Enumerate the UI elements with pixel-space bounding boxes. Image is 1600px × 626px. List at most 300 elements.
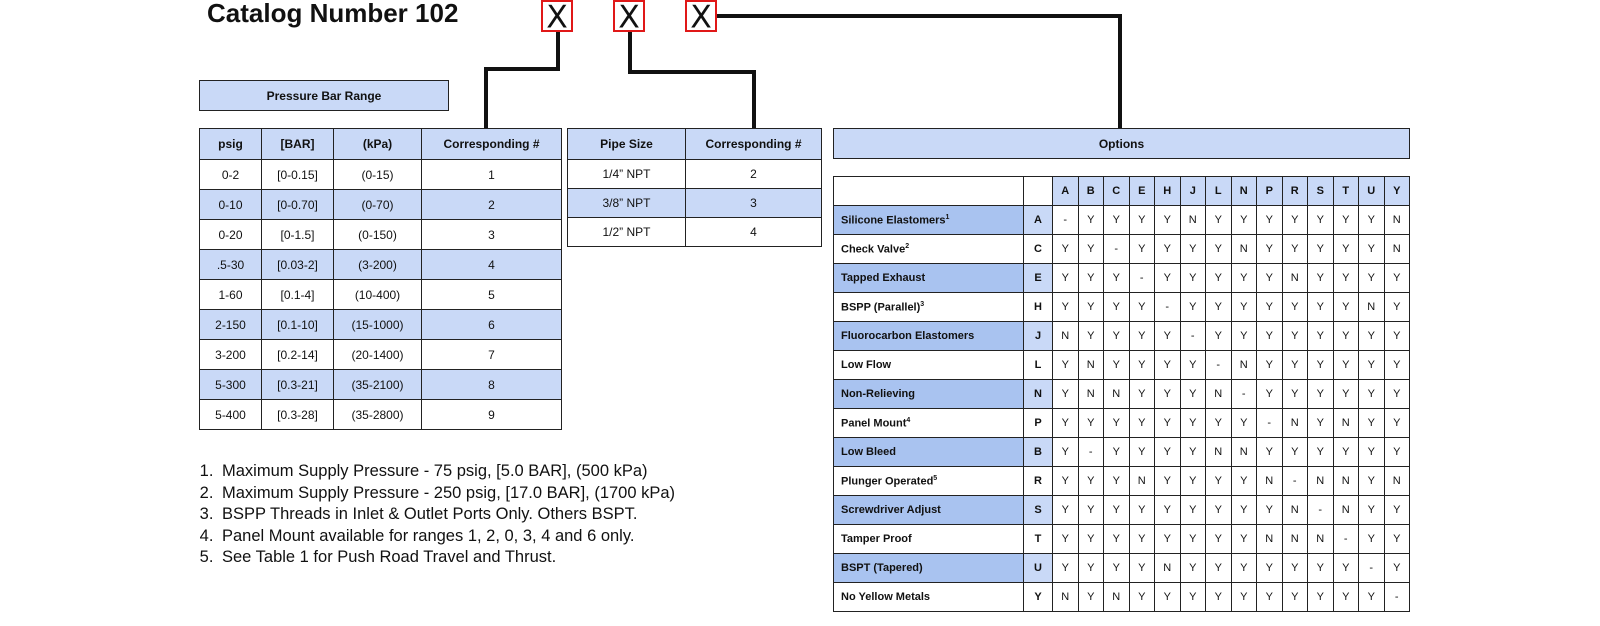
option-row [834, 438, 1410, 467]
table-corner [1024, 177, 1053, 206]
compatibility-cell: Y [1257, 554, 1283, 583]
svg-text:X: X [546, 2, 568, 30]
compatibility-cell: Y [1282, 438, 1308, 467]
compatibility-cell: N [1053, 322, 1079, 351]
compatibility-cell: Y [1308, 380, 1334, 409]
option-label [834, 351, 1024, 380]
compatibility-cell: Y [1282, 351, 1308, 380]
compatibility-cell: N [1384, 206, 1410, 235]
compatibility-cell: Y [1155, 467, 1181, 496]
compatibility-cell: Y [1231, 583, 1257, 612]
compatibility-cell: N [1333, 467, 1359, 496]
options-compatibility-table [833, 176, 1410, 612]
compatibility-cell: Y [1282, 554, 1308, 583]
option-row [834, 380, 1410, 409]
compatibility-cell: Y [1129, 554, 1155, 583]
compatibility-cell: Y [1053, 264, 1079, 293]
table-row [200, 280, 562, 310]
table-cell: 0-10 [200, 190, 262, 220]
option-row [834, 467, 1410, 496]
compatibility-cell: Y [1257, 380, 1283, 409]
compatibility-cell: Y [1333, 206, 1359, 235]
pressure-range-placeholder [541, 0, 573, 32]
compatibility-cell: Y [1104, 322, 1130, 351]
column-header: [BAR] [262, 129, 334, 160]
option-code: C [1024, 235, 1053, 264]
table-cell: (15-1000) [334, 310, 422, 340]
compatibility-cell: Y [1053, 351, 1079, 380]
table-cell: 4 [422, 250, 562, 280]
option-column-header: R [1282, 177, 1308, 206]
table-cell: (35-2100) [334, 370, 422, 400]
table-cell: 5-400 [200, 400, 262, 430]
compatibility-cell: Y [1155, 235, 1181, 264]
compatibility-cell: Y [1206, 206, 1232, 235]
compatibility-cell: Y [1333, 264, 1359, 293]
pressure-range-table [199, 128, 562, 430]
compatibility-cell: Y [1333, 322, 1359, 351]
option-column-header: J [1180, 177, 1206, 206]
compatibility-cell: - [1129, 264, 1155, 293]
compatibility-cell: N [1231, 438, 1257, 467]
compatibility-cell: Y [1206, 583, 1232, 612]
compatibility-cell: Y [1257, 322, 1283, 351]
compatibility-cell: Y [1384, 322, 1410, 351]
compatibility-cell: Y [1155, 206, 1181, 235]
table-cell: 2-150 [200, 310, 262, 340]
compatibility-cell: Y [1129, 438, 1155, 467]
table-row [200, 220, 562, 250]
option-column-header: L [1206, 177, 1232, 206]
table-cell: 8 [422, 370, 562, 400]
compatibility-cell: - [1359, 554, 1385, 583]
compatibility-cell: N [1104, 380, 1130, 409]
compatibility-cell: N [1180, 206, 1206, 235]
compatibility-cell: Y [1053, 496, 1079, 525]
option-code: L [1024, 351, 1053, 380]
options-header: Options [833, 128, 1410, 159]
compatibility-cell: Y [1308, 554, 1334, 583]
table-cell: 3-200 [200, 340, 262, 370]
option-label [834, 264, 1024, 293]
option-code: P [1024, 409, 1053, 438]
compatibility-cell: Y [1206, 293, 1232, 322]
option-code: N [1024, 380, 1053, 409]
option-column-header: E [1129, 177, 1155, 206]
table-cell: [0.2-14] [262, 340, 334, 370]
compatibility-cell: Y [1180, 525, 1206, 554]
compatibility-cell: N [1053, 583, 1079, 612]
compatibility-cell: Y [1257, 206, 1283, 235]
compatibility-cell: Y [1359, 380, 1385, 409]
compatibility-cell: Y [1180, 235, 1206, 264]
option-label [834, 438, 1024, 467]
compatibility-cell: - [1155, 293, 1181, 322]
compatibility-cell: Y [1333, 583, 1359, 612]
compatibility-cell: Y [1104, 438, 1130, 467]
option-label-text: Screwdriver Adjust [841, 504, 941, 516]
compatibility-cell: Y [1384, 496, 1410, 525]
footnote-marker: 4 [906, 416, 911, 424]
option-label [834, 554, 1024, 583]
option-row [834, 409, 1410, 438]
compatibility-cell: Y [1231, 206, 1257, 235]
compatibility-cell: N [1308, 525, 1334, 554]
compatibility-cell: Y [1180, 496, 1206, 525]
option-label-text: No Yellow Metals [841, 591, 931, 603]
compatibility-cell: Y [1384, 409, 1410, 438]
compatibility-cell: Y [1206, 322, 1232, 351]
compatibility-cell: Y [1053, 467, 1079, 496]
compatibility-cell: Y [1078, 496, 1104, 525]
compatibility-cell: Y [1359, 525, 1385, 554]
table-cell: 3 [422, 220, 562, 250]
compatibility-cell: Y [1257, 293, 1283, 322]
table-cell: 6 [422, 310, 562, 340]
option-code: E [1024, 264, 1053, 293]
column-header: Pipe Size [568, 129, 686, 160]
table-corner [834, 177, 1024, 206]
compatibility-cell: Y [1231, 554, 1257, 583]
table-cell: [0.3-28] [262, 400, 334, 430]
option-column-header: Y [1384, 177, 1410, 206]
compatibility-cell: Y [1231, 264, 1257, 293]
compatibility-cell: Y [1206, 467, 1232, 496]
compatibility-cell: Y [1180, 583, 1206, 612]
compatibility-cell: Y [1180, 293, 1206, 322]
connector-line [484, 67, 488, 128]
table-cell: 5-300 [200, 370, 262, 400]
pressure-range-header: Pressure Bar Range [199, 80, 449, 111]
compatibility-cell: Y [1078, 525, 1104, 554]
connector-line [752, 70, 756, 128]
footnote-marker: 1 [945, 213, 950, 221]
x-mark-icon [543, 2, 571, 30]
x-mark-icon [615, 2, 643, 30]
compatibility-cell: Y [1308, 293, 1334, 322]
connector-line [1118, 14, 1122, 128]
table-cell: [0.1-10] [262, 310, 334, 340]
compatibility-cell: N [1104, 583, 1130, 612]
compatibility-cell: Y [1129, 351, 1155, 380]
compatibility-cell: Y [1282, 583, 1308, 612]
compatibility-cell: Y [1129, 583, 1155, 612]
pipe-size-table [567, 128, 822, 247]
compatibility-cell: Y [1231, 322, 1257, 351]
table-row [568, 189, 822, 218]
compatibility-cell: Y [1359, 496, 1385, 525]
compatibility-cell: Y [1053, 554, 1079, 583]
compatibility-cell: Y [1308, 409, 1334, 438]
compatibility-cell: - [1180, 322, 1206, 351]
option-row [834, 264, 1410, 293]
table-cell: (10-400) [334, 280, 422, 310]
option-row [834, 293, 1410, 322]
compatibility-cell: Y [1384, 554, 1410, 583]
compatibility-cell: Y [1359, 206, 1385, 235]
option-label [834, 322, 1024, 351]
compatibility-cell: Y [1053, 525, 1079, 554]
option-code: U [1024, 554, 1053, 583]
table-row [200, 160, 562, 190]
compatibility-cell: Y [1078, 235, 1104, 264]
option-column-header: A [1053, 177, 1079, 206]
table-row [200, 340, 562, 370]
compatibility-cell: Y [1282, 322, 1308, 351]
table-row [568, 218, 822, 247]
table-cell: 9 [422, 400, 562, 430]
compatibility-cell: Y [1308, 351, 1334, 380]
footnotes-list [196, 461, 675, 569]
compatibility-cell: Y [1257, 351, 1283, 380]
compatibility-cell: Y [1155, 322, 1181, 351]
compatibility-cell: Y [1257, 264, 1283, 293]
option-label-text: Non-Relieving [841, 388, 915, 400]
compatibility-cell: Y [1206, 554, 1232, 583]
compatibility-cell: Y [1231, 409, 1257, 438]
compatibility-cell: Y [1333, 554, 1359, 583]
compatibility-cell: Y [1155, 525, 1181, 554]
options-placeholder [685, 0, 717, 32]
compatibility-cell: N [1078, 380, 1104, 409]
x-mark-icon [687, 2, 715, 30]
table-cell: 1 [422, 160, 562, 190]
compatibility-cell: Y [1282, 293, 1308, 322]
compatibility-cell: Y [1231, 525, 1257, 554]
compatibility-cell: Y [1180, 554, 1206, 583]
compatibility-cell: Y [1129, 293, 1155, 322]
option-label-text: BSPP (Parallel) [841, 301, 921, 314]
option-label [834, 409, 1024, 438]
compatibility-cell: - [1257, 409, 1283, 438]
option-code: A [1024, 206, 1053, 235]
table-cell: 2 [422, 190, 562, 220]
compatibility-cell: Y [1308, 235, 1334, 264]
option-code: J [1024, 322, 1053, 351]
compatibility-cell: Y [1308, 583, 1334, 612]
compatibility-cell: Y [1282, 235, 1308, 264]
compatibility-cell: Y [1078, 293, 1104, 322]
compatibility-cell: Y [1359, 467, 1385, 496]
compatibility-cell: Y [1104, 467, 1130, 496]
compatibility-cell: Y [1257, 438, 1283, 467]
option-label-text: Plunger Operated [841, 475, 934, 488]
table-cell: (35-2800) [334, 400, 422, 430]
compatibility-cell: Y [1333, 351, 1359, 380]
compatibility-cell: Y [1333, 438, 1359, 467]
compatibility-cell: N [1206, 380, 1232, 409]
compatibility-cell: N [1282, 525, 1308, 554]
footnote-item: 2. Maximum Supply Pressure - 250 psig, [17.0 BAR], (1700 kPa) [218, 483, 675, 505]
table-row [568, 160, 822, 189]
compatibility-cell: Y [1129, 322, 1155, 351]
footnote-item: 5. See Table 1 for Push Road Travel and Thrust. [218, 547, 675, 569]
compatibility-cell: Y [1104, 206, 1130, 235]
compatibility-cell: Y [1282, 380, 1308, 409]
compatibility-cell: Y [1078, 206, 1104, 235]
option-label-text: Check Valve [841, 243, 906, 256]
table-cell: 0-20 [200, 220, 262, 250]
compatibility-cell: Y [1359, 583, 1385, 612]
compatibility-cell: - [1384, 583, 1410, 612]
compatibility-cell: Y [1129, 380, 1155, 409]
compatibility-cell: Y [1180, 467, 1206, 496]
option-column-header: P [1257, 177, 1283, 206]
compatibility-cell: Y [1180, 438, 1206, 467]
compatibility-cell: Y [1104, 409, 1130, 438]
footnote-item: 4. Panel Mount available for ranges 1, 2, 0, 3, 4 and 6 only. [218, 526, 675, 548]
compatibility-cell: Y [1180, 409, 1206, 438]
compatibility-cell: Y [1104, 525, 1130, 554]
compatibility-cell: Y [1359, 409, 1385, 438]
pipe-size-placeholder [613, 0, 645, 32]
compatibility-cell: N [1282, 409, 1308, 438]
compatibility-cell: Y [1206, 235, 1232, 264]
compatibility-cell: Y [1308, 206, 1334, 235]
compatibility-cell: Y [1257, 583, 1283, 612]
compatibility-cell: Y [1155, 264, 1181, 293]
compatibility-cell: Y [1053, 235, 1079, 264]
compatibility-cell: Y [1104, 351, 1130, 380]
option-row [834, 525, 1410, 554]
compatibility-cell: Y [1104, 496, 1130, 525]
compatibility-cell: Y [1359, 438, 1385, 467]
option-label-text: Silicone Elastomers [841, 214, 946, 227]
option-label [834, 293, 1024, 322]
table-row [200, 370, 562, 400]
compatibility-cell: Y [1231, 293, 1257, 322]
compatibility-cell: Y [1359, 264, 1385, 293]
compatibility-cell: N [1231, 235, 1257, 264]
option-code: S [1024, 496, 1053, 525]
table-cell: 1/4” NPT [568, 160, 686, 189]
compatibility-cell: N [1078, 351, 1104, 380]
option-label [834, 583, 1024, 612]
table-row [200, 190, 562, 220]
table-cell: (20-1400) [334, 340, 422, 370]
table-cell: [0-1.5] [262, 220, 334, 250]
options-column-header-row [834, 177, 1410, 206]
compatibility-cell: N [1333, 496, 1359, 525]
compatibility-cell: Y [1180, 351, 1206, 380]
compatibility-cell: N [1206, 438, 1232, 467]
compatibility-cell: - [1104, 235, 1130, 264]
compatibility-cell: Y [1333, 293, 1359, 322]
compatibility-cell: Y [1333, 235, 1359, 264]
option-label-text: Low Bleed [841, 446, 897, 458]
column-header: Corresponding # [686, 129, 822, 160]
compatibility-cell: Y [1078, 467, 1104, 496]
connector-line [556, 32, 560, 71]
compatibility-cell: N [1257, 467, 1283, 496]
option-label [834, 380, 1024, 409]
compatibility-cell: Y [1078, 583, 1104, 612]
table-cell: 3/8” NPT [568, 189, 686, 218]
compatibility-cell: Y [1308, 322, 1334, 351]
table-cell: (0-15) [334, 160, 422, 190]
compatibility-cell: N [1384, 235, 1410, 264]
table-cell: [0-0.70] [262, 190, 334, 220]
option-row [834, 206, 1410, 235]
table-cell: 1/2” NPT [568, 218, 686, 247]
compatibility-cell: Y [1155, 409, 1181, 438]
compatibility-cell: Y [1155, 351, 1181, 380]
table-cell: 3 [686, 189, 822, 218]
connector-line [717, 14, 1122, 18]
compatibility-cell: Y [1053, 380, 1079, 409]
catalog-title: Catalog Number 102 [207, 0, 459, 28]
footnote-marker: 3 [920, 300, 925, 308]
table-cell: (0-70) [334, 190, 422, 220]
compatibility-cell: Y [1155, 438, 1181, 467]
option-label-text: Tapped Exhaust [841, 272, 926, 284]
compatibility-cell: Y [1384, 380, 1410, 409]
compatibility-cell: N [1155, 554, 1181, 583]
table-cell: (0-150) [334, 220, 422, 250]
option-column-header: S [1308, 177, 1334, 206]
table-row [200, 310, 562, 340]
compatibility-cell: Y [1384, 264, 1410, 293]
table-row [200, 250, 562, 280]
compatibility-cell: Y [1129, 235, 1155, 264]
option-row [834, 351, 1410, 380]
option-label [834, 235, 1024, 264]
option-column-header: B [1078, 177, 1104, 206]
compatibility-cell: - [1053, 206, 1079, 235]
option-code: R [1024, 467, 1053, 496]
option-code: T [1024, 525, 1053, 554]
table-cell: [0.3-21] [262, 370, 334, 400]
compatibility-cell: Y [1078, 554, 1104, 583]
option-label [834, 525, 1024, 554]
compatibility-cell: - [1308, 496, 1334, 525]
table-cell: [0.1-4] [262, 280, 334, 310]
compatibility-cell: - [1333, 525, 1359, 554]
footnote-item: 1. Maximum Supply Pressure - 75 psig, [5.0 BAR], (500 kPa) [218, 461, 675, 483]
compatibility-cell: Y [1155, 380, 1181, 409]
option-row [834, 322, 1410, 351]
footnote-marker: 2 [905, 242, 910, 250]
table-row [200, 400, 562, 430]
compatibility-cell: Y [1359, 322, 1385, 351]
footnote-item: 3. BSPP Threads in Inlet & Outlet Ports Only. Others BSPT. [218, 504, 675, 526]
compatibility-cell: Y [1231, 496, 1257, 525]
svg-text:X: X [690, 2, 712, 30]
table-cell: 2 [686, 160, 822, 189]
compatibility-cell: - [1282, 467, 1308, 496]
option-label-text: Fluorocarbon Elastomers [841, 330, 975, 342]
column-header: psig [200, 129, 262, 160]
compatibility-cell: N [1384, 467, 1410, 496]
svg-text:X: X [618, 2, 640, 30]
compatibility-cell: Y [1384, 438, 1410, 467]
connector-line [628, 70, 756, 74]
compatibility-cell: N [1129, 467, 1155, 496]
option-code: B [1024, 438, 1053, 467]
table-cell: .5-30 [200, 250, 262, 280]
compatibility-cell: N [1231, 351, 1257, 380]
compatibility-cell: Y [1053, 293, 1079, 322]
column-header: Corresponding # [422, 129, 562, 160]
compatibility-cell: Y [1078, 409, 1104, 438]
table-cell: 4 [686, 218, 822, 247]
compatibility-cell: N [1282, 264, 1308, 293]
compatibility-cell: Y [1206, 264, 1232, 293]
compatibility-cell: Y [1206, 409, 1232, 438]
option-column-header: U [1359, 177, 1385, 206]
table-cell: 0-2 [200, 160, 262, 190]
compatibility-cell: Y [1384, 525, 1410, 554]
